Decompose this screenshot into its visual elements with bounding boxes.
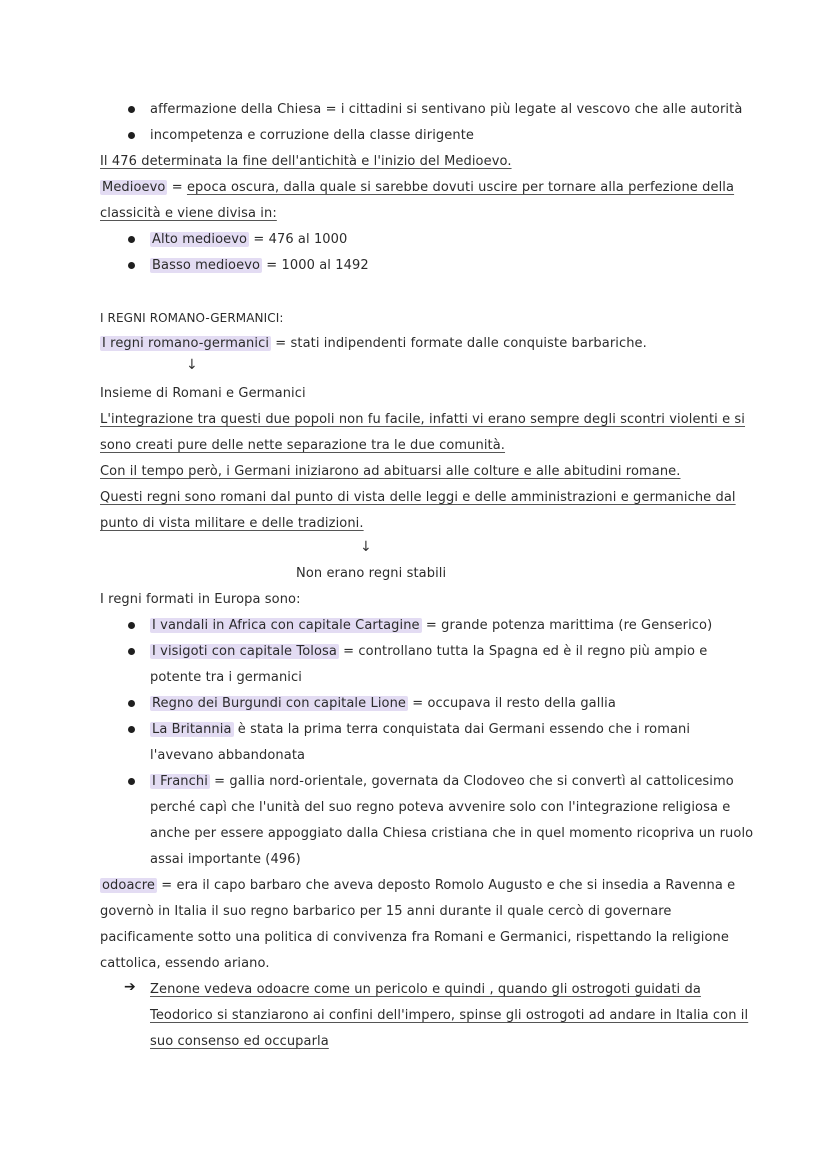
bullet-icon xyxy=(128,700,135,707)
bullet-icon xyxy=(128,236,135,243)
definition-text: è stata la prima terra conquistata dai Germani essendo che i romani xyxy=(233,722,691,737)
definition-text: = 1000 al 1492 xyxy=(262,258,369,273)
note-line: Con il tempo però, i Germani iniziarono ad abituarsi alle colture e alle abitudini romane. xyxy=(100,464,681,479)
note-line xyxy=(150,617,712,635)
note-line: Il 476 determinata la fine dell'antichità e l'inizio del Medioevo. xyxy=(100,154,512,169)
note-line xyxy=(150,695,616,713)
definition-text: epoca oscura, dalla quale si sarebbe dovuti uscire per tornare alla perfezione della xyxy=(186,180,735,195)
note-line: Questi regni sono romani dal punto di vista delle leggi e delle amministrazioni e germaniche dal xyxy=(100,490,736,505)
definition-text: = era il capo barbaro che aveva deposto Romolo Augusto e che si insedia a Ravenna e xyxy=(157,878,736,893)
definition-text: = grande potenza marittima (re Genserico) xyxy=(421,618,713,633)
note-line: pacificamente sotto una politica di convivenza fra Romani e Germanici, rispettando la religione xyxy=(100,930,729,945)
note-line xyxy=(150,773,734,791)
note-line: governò in Italia il suo regno barbarico per 15 anni durante il quale cercò di governare xyxy=(100,904,672,919)
highlighted-term: Medioevo xyxy=(102,180,166,195)
note-line: Teodorico si stanziarono ai confini dell'impero, spinse gli ostrogoti ad andare in Italia con il xyxy=(150,1008,749,1023)
note-line: Non erano regni stabili xyxy=(296,566,447,581)
equals-sign: = xyxy=(167,180,187,195)
note-line xyxy=(100,877,735,895)
note-line xyxy=(150,257,369,275)
bullet-icon xyxy=(128,778,135,785)
note-line: I regni formati in Europa sono: xyxy=(100,592,301,607)
bullet-icon xyxy=(128,106,135,113)
note-line: sono creati pure delle nette separazione tra le due comunità. xyxy=(100,438,506,453)
definition-text: = 476 al 1000 xyxy=(249,232,348,247)
highlighted-term: I Franchi xyxy=(152,774,208,789)
bullet-icon xyxy=(128,726,135,733)
section-heading: I REGNI ROMANO-GERMANICI: xyxy=(100,311,284,325)
note-line: l'avevano abbandonata xyxy=(150,748,306,763)
note-line: Zenone vedeva odoacre come un pericolo e quindi , quando gli ostrogoti guidati da xyxy=(150,982,701,997)
note-line: perché capì che l'unità del suo regno poteva avvenire solo con l'integrazione religiosa e xyxy=(150,800,731,815)
definition-text: = gallia nord-orientale, governata da Clodoveo che si convertì al cattolicesimo xyxy=(209,774,734,789)
note-line: assai importante (496) xyxy=(150,852,301,867)
arrow-down-icon: ↓ xyxy=(186,357,198,373)
bullet-icon xyxy=(128,622,135,629)
bullet-icon xyxy=(128,132,135,139)
note-line: punto di vista militare e delle tradizioni. xyxy=(100,516,364,531)
note-line-medioevo xyxy=(100,179,734,197)
definition-text: = stati indipendenti formate dalle conquiste barbariche. xyxy=(271,336,647,351)
note-line: potente tra i germanici xyxy=(150,670,302,685)
note-line xyxy=(150,721,690,739)
note-line: affermazione della Chiesa = i cittadini si sentivano più legate al vescovo che alle autorità xyxy=(150,102,743,117)
arrow-down-icon: ↓ xyxy=(360,539,372,555)
highlighted-term: I vandali in Africa con capitale Cartagine xyxy=(152,618,420,633)
bullet-icon xyxy=(128,262,135,269)
highlighted-term: I visigoti con capitale Tolosa xyxy=(152,644,337,659)
highlighted-term: Regno dei Burgundi con capitale Lione xyxy=(152,696,407,711)
highlighted-term: La Britannia xyxy=(152,722,232,737)
definition-text: = controllano tutta la Spagna ed è il regno più ampio e xyxy=(338,644,708,659)
highlighted-term: Basso medioevo xyxy=(152,258,261,273)
note-line: classicità e viene divisa in: xyxy=(100,206,277,221)
note-line: incompetenza e corruzione della classe dirigente xyxy=(150,128,474,143)
note-line: Insieme di Romani e Germanici xyxy=(100,386,306,401)
highlighted-term: odoacre xyxy=(102,878,156,893)
note-line: L'integrazione tra questi due popoli non fu facile, infatti vi erano sempre degli scontri violenti e si xyxy=(100,412,746,427)
note-line: cattolica, essendo ariano. xyxy=(100,956,270,971)
note-line: anche per essere appoggiato dalla Chiesa cristiana che in quel momento ricopriva un ruolo xyxy=(150,826,754,841)
note-line xyxy=(100,335,647,353)
highlighted-term: I regni romano-germanici xyxy=(102,336,270,351)
note-line xyxy=(150,643,707,661)
bullet-icon xyxy=(128,648,135,655)
arrow-right-icon: ➔ xyxy=(124,979,136,995)
note-line: suo consenso ed occuparla xyxy=(150,1034,329,1049)
note-line xyxy=(150,231,347,249)
definition-text: = occupava il resto della gallia xyxy=(408,696,616,711)
highlighted-term: Alto medioevo xyxy=(152,232,248,247)
